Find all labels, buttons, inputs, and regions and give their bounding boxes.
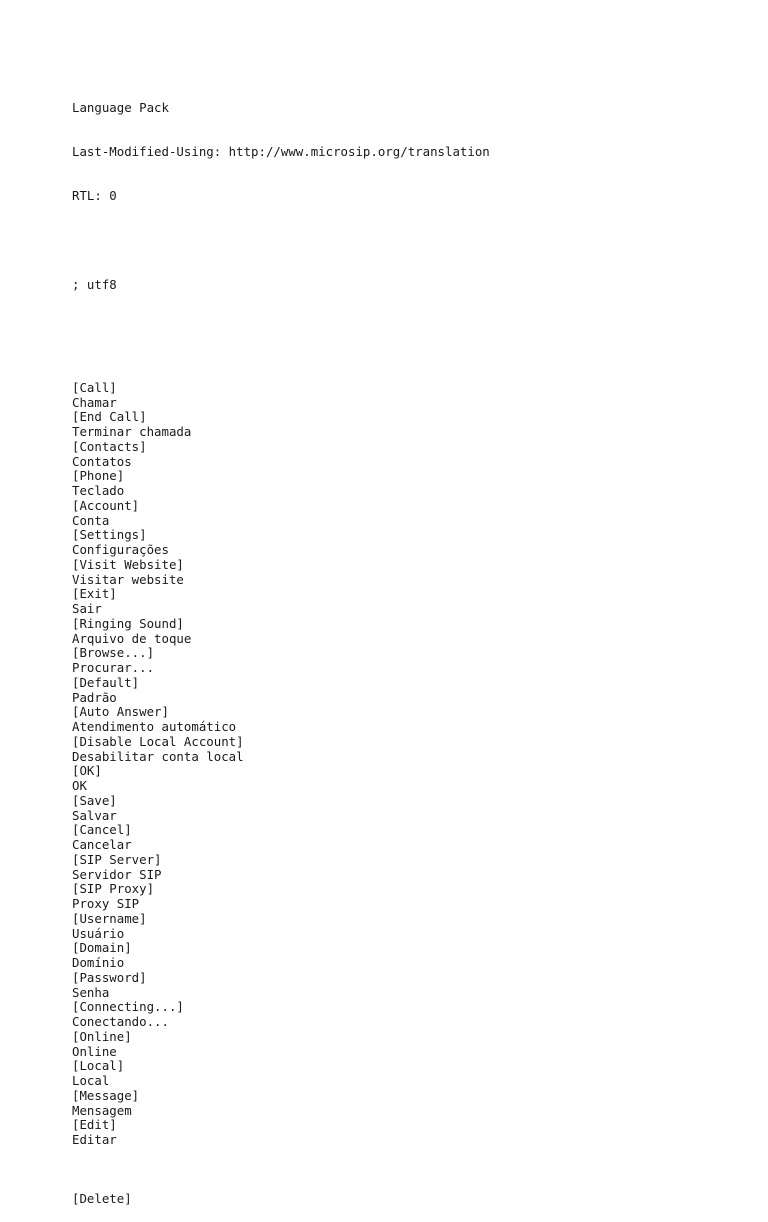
entry-key: [Username]	[72, 910, 147, 926]
entry-key: [Default]	[72, 674, 140, 690]
rtl-line: RTL: 0	[72, 188, 117, 203]
entry-value: Online	[72, 1043, 117, 1059]
entry-key: [End Call]	[72, 409, 147, 425]
encoding-comment: ; utf8	[72, 276, 117, 292]
last-modified-line: Last-Modified-Using: http://www.microsip.org/translation	[72, 143, 490, 159]
entry-value: Local	[72, 1073, 110, 1088]
entry-key: [Phone]	[72, 468, 125, 484]
trailing-key-line: [Delete]	[72, 1191, 132, 1206]
entry-value: Desabilitar conta local	[72, 748, 244, 764]
entry-key: [SIP Server]	[72, 851, 162, 867]
entry-value: Visitar website	[72, 571, 184, 587]
entry-value: Terminar chamada	[72, 424, 192, 439]
entry-value: Conectando...	[72, 1014, 169, 1029]
entry-key: [Disable Local Account]	[72, 733, 244, 749]
translation-entries	[72, 381, 752, 1148]
entry-key: [Auto Answer]	[72, 704, 169, 720]
entry-key: [Browse...]	[72, 645, 155, 661]
entry-key: [Settings]	[72, 527, 147, 543]
entry-key: [Call]	[72, 379, 117, 395]
entry-value: Conta	[72, 512, 110, 528]
blank-line	[72, 322, 752, 337]
entry-key: [Exit]	[72, 586, 117, 602]
entry-value: Salvar	[72, 807, 117, 823]
entry-value: Domínio	[72, 955, 125, 970]
entry-value: Arquivo de toque	[72, 630, 192, 646]
entry-key: [Message]	[72, 1087, 140, 1103]
entry-value: Editar	[72, 1132, 117, 1147]
entry-key: [Password]	[72, 969, 147, 985]
blank-line	[72, 233, 752, 248]
doc-title: Language Pack	[72, 99, 169, 115]
entry-value: Sair	[72, 601, 102, 616]
entry-key: [Online]	[72, 1028, 132, 1044]
entry-key: [Cancel]	[72, 822, 132, 838]
entry-value: Proxy SIP	[72, 896, 140, 911]
entry-key: [Connecting...]	[72, 999, 184, 1015]
entry-key: [Save]	[72, 792, 117, 808]
entry-key: [Edit]	[72, 1117, 117, 1133]
entry-key: [Contacts]	[72, 438, 147, 454]
entry-value: Cancelar	[72, 837, 132, 852]
language-pack-document	[72, 71, 752, 1222]
entry-value: OK	[72, 778, 87, 793]
entry-key: [Account]	[72, 497, 140, 513]
entry-key: [Domain]	[72, 940, 132, 956]
entry-key: [Ringing Sound]	[72, 615, 184, 631]
entry-value: Configurações	[72, 542, 169, 557]
entry-value: Padrão	[72, 689, 117, 705]
entry-value: Servidor SIP	[72, 866, 162, 882]
entry-key: [Visit Website]	[72, 556, 184, 572]
entry-value: Senha	[72, 984, 110, 1000]
entry-key: [Local]	[72, 1058, 125, 1074]
entry-value: Atendimento automático	[72, 719, 237, 734]
entry-value: Chamar	[72, 394, 117, 410]
entry-value: Mensagem	[72, 1102, 132, 1118]
entry-key: [SIP Proxy]	[72, 881, 155, 897]
entry-value: Usuário	[72, 925, 125, 941]
entry-value: Contatos	[72, 453, 132, 469]
entry-value: Teclado	[72, 483, 125, 498]
entry-value: Procurar...	[72, 660, 155, 675]
entry-key: [OK]	[72, 763, 102, 779]
